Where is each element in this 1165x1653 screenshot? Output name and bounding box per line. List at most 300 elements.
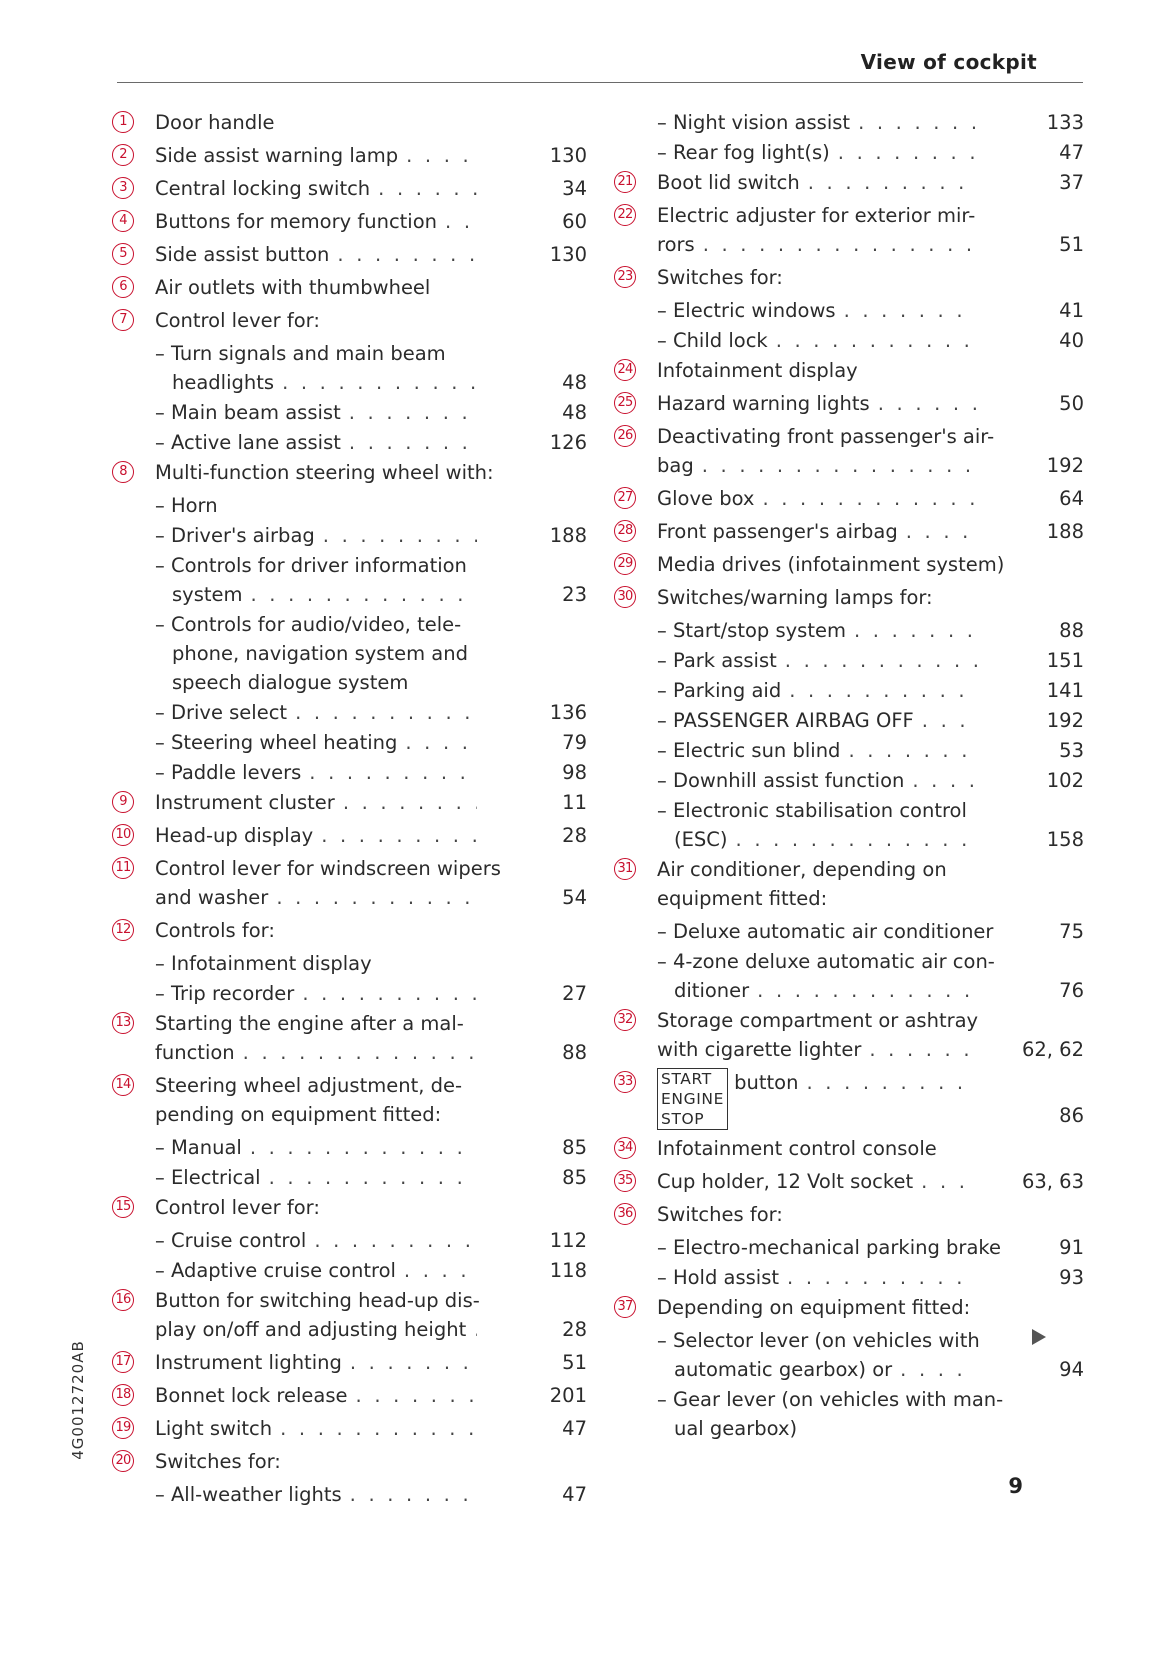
callout-number: 28: [614, 520, 636, 542]
page-reference: 60: [562, 210, 587, 233]
entry-text: – Infotainment display: [172, 949, 372, 978]
entry-line: [657, 583, 977, 612]
dot-leader: [798, 1068, 977, 1130]
entry-text: Boot lid switch: [657, 171, 800, 194]
entry-line: [657, 201, 977, 230]
callout-number: 19: [112, 1417, 134, 1439]
dot-leader: [898, 517, 977, 546]
index-subentry: [112, 551, 587, 610]
index-entry: [112, 174, 587, 207]
page-reference: 28: [562, 824, 587, 847]
entry-line: [172, 979, 477, 1008]
dot-leader: [342, 1348, 477, 1377]
page-reference: 98: [562, 761, 587, 784]
document-code-text: 4G0012720AB: [69, 1340, 87, 1460]
callout-number: 7: [112, 309, 134, 331]
callout-number: 27: [614, 487, 636, 509]
callout-number: 9: [112, 791, 134, 813]
dot-leader: [466, 1315, 477, 1344]
index-subentry: [614, 1263, 1084, 1293]
dot-leader: [913, 1167, 977, 1196]
entry-description: [155, 1480, 477, 1509]
entry-line: [674, 736, 977, 765]
entry-line: [172, 698, 477, 727]
page-reference: 40: [1059, 329, 1084, 352]
entry-text: – Electro-mechanical parking brake: [674, 1233, 1001, 1262]
entry-line: [155, 916, 477, 945]
dot-leader: [396, 1256, 477, 1285]
index-subentry: [614, 1233, 1084, 1263]
entry-text: Media drives (infotainment system): [657, 553, 1005, 576]
entry-text: Button for switching head-up dis-: [155, 1289, 480, 1312]
page-reference: 93: [1059, 1266, 1084, 1289]
entry-text: Control lever for windscreen wipers: [155, 857, 501, 880]
entry-text: system: [172, 583, 243, 606]
entry-description: [155, 758, 477, 787]
page-reference: 158: [1046, 828, 1084, 851]
entry-line: [657, 263, 977, 292]
index-subentry: [112, 521, 587, 551]
index-entry: [614, 168, 1084, 201]
entry-description: [657, 766, 977, 795]
dot-leader: [243, 580, 478, 609]
dot-leader: [348, 1381, 477, 1410]
page-number: 9: [1008, 1474, 1023, 1498]
entry-description: [155, 521, 477, 550]
dot-leader: [846, 616, 977, 645]
callout-number: 29: [614, 553, 636, 575]
entry-line: [172, 339, 477, 368]
callout-number: 21: [614, 171, 636, 193]
entry-text: Air outlets with thumbwheel: [155, 276, 431, 299]
callout-number: 14: [112, 1074, 134, 1096]
index-entry: [614, 583, 1084, 616]
index-subentry: [112, 1163, 587, 1193]
entry-description: [155, 174, 477, 203]
entry-description: [155, 1226, 477, 1255]
entry-text: – All-weather lights: [172, 1480, 342, 1509]
entry-description: [155, 207, 477, 236]
entry-description: [155, 1133, 477, 1162]
page-reference: 85: [562, 1166, 587, 1189]
entry-text: – Paddle levers: [172, 758, 301, 787]
entry-line: [155, 1315, 477, 1344]
entry-line: [674, 796, 977, 825]
entry-description: [657, 583, 977, 612]
callout-number: 5: [112, 243, 134, 265]
page-reference: 28: [562, 1318, 587, 1341]
index-entry: [112, 458, 587, 491]
dot-leader: [892, 1355, 977, 1384]
callout-number: 8: [112, 461, 134, 483]
dot-leader: [870, 389, 977, 418]
dot-leader: [779, 1263, 977, 1292]
entry-description: [155, 1348, 477, 1377]
entry-text: equipment fitted:: [657, 887, 828, 910]
left-column: [112, 108, 587, 1510]
entry-description: [657, 706, 977, 735]
index-subentry: [614, 706, 1084, 736]
entry-description: [155, 821, 477, 850]
entry-text: rors: [657, 233, 695, 256]
entry-description: [155, 273, 477, 302]
entry-line: [674, 326, 977, 355]
page-reference: 54: [562, 886, 587, 909]
dot-leader: [904, 766, 977, 795]
entry-text: – Start/stop system: [674, 616, 846, 645]
entry-line: [674, 646, 977, 675]
index-subentry: [614, 676, 1084, 706]
callout-number: 17: [112, 1351, 134, 1373]
dot-leader: [342, 1480, 477, 1509]
index-entry: [112, 916, 587, 949]
index-entry: [112, 1193, 587, 1226]
index-entry: [112, 854, 587, 916]
index-subentry: [614, 1326, 1084, 1385]
page-reference: 64: [1059, 487, 1084, 510]
index-entry: [112, 108, 587, 141]
entry-line: [172, 610, 477, 639]
entry-line: [657, 389, 977, 418]
dot-leader: [272, 1414, 477, 1443]
index-subentry: [614, 646, 1084, 676]
entry-text: – Electric sun blind: [674, 736, 840, 765]
index-subentry: [112, 728, 587, 758]
entry-description: [657, 1006, 977, 1064]
entry-line: [155, 1100, 477, 1129]
page-reference: 192: [1046, 454, 1084, 477]
entry-line: [674, 1355, 977, 1384]
index-entry: [614, 201, 1084, 263]
entry-text: Deactivating front passenger's air-: [657, 425, 995, 448]
entry-line: [155, 240, 477, 269]
dot-leader: [261, 1163, 477, 1192]
entry-line: [657, 1035, 977, 1064]
entry-text: – Cruise control: [172, 1226, 306, 1255]
entry-text: bag: [657, 454, 694, 477]
index-subentry: [112, 1226, 587, 1256]
entry-line: [657, 517, 977, 546]
index-subentry: [112, 1256, 587, 1286]
dot-leader: [294, 979, 477, 1008]
entry-line: [172, 368, 477, 397]
page-reference: 51: [562, 1351, 587, 1374]
index-entry: [112, 1414, 587, 1447]
dot-leader: [268, 883, 477, 912]
entry-description: [657, 389, 977, 418]
dot-leader: [274, 368, 477, 397]
entry-description: [657, 517, 977, 546]
entry-text: Controls for:: [155, 919, 275, 942]
page-reference: 136: [549, 701, 587, 724]
page-title: View of cockpit: [860, 50, 1037, 74]
index-entry: [112, 821, 587, 854]
entry-description: [657, 1068, 977, 1130]
entry-description: [657, 616, 977, 645]
dot-leader: [694, 451, 977, 480]
index-entry: [614, 550, 1084, 583]
entry-description: [155, 1256, 477, 1285]
entry-description: [155, 698, 477, 727]
index-entry: [614, 422, 1084, 484]
entry-description: [155, 1381, 477, 1410]
index-entry: [614, 855, 1084, 917]
entry-line: [657, 884, 977, 913]
entry-text: function: [155, 1041, 235, 1064]
entry-line: [155, 141, 477, 170]
entry-description: [155, 1414, 477, 1443]
entry-text: play on/off and adjusting height: [155, 1318, 467, 1341]
entry-description: [657, 1263, 977, 1292]
document-code: [66, 1340, 90, 1460]
index-entry: [112, 1071, 587, 1133]
entry-text: Starting the engine after a mal-: [155, 1012, 464, 1035]
page-reference: 126: [549, 431, 587, 454]
page-reference: 130: [549, 144, 587, 167]
callout-number: 10: [112, 824, 134, 846]
entry-line: [657, 1167, 977, 1196]
entry-text: – Rear fog light(s): [674, 138, 830, 167]
callout-number: 6: [112, 276, 134, 298]
index-entry: [112, 207, 587, 240]
index-subentry: [112, 339, 587, 398]
entry-line: [155, 458, 494, 487]
entry-text: (ESC): [674, 828, 728, 851]
entry-line: [674, 976, 977, 1005]
entry-line: [172, 668, 477, 697]
entry-text: Switches for:: [155, 1450, 281, 1473]
entry-line: [674, 296, 977, 325]
entry-description: [155, 979, 477, 1008]
entry-line: [657, 168, 977, 197]
entry-description: [657, 356, 977, 385]
entry-description: [155, 1193, 477, 1222]
entry-text: – Downhill assist function: [674, 766, 904, 795]
index-subentry: [614, 736, 1084, 766]
entry-text: – Electronic stabilisation control: [674, 796, 967, 825]
entry-description: [155, 1447, 477, 1476]
callout-number: 20: [112, 1450, 134, 1472]
entry-text: pending on equipment fitted:: [155, 1103, 442, 1126]
entry-description: [155, 306, 477, 335]
entry-text: Central locking switch: [155, 177, 371, 200]
entry-line: [172, 728, 477, 757]
page-reference: 51: [1059, 233, 1084, 256]
callout-number: 1: [112, 111, 134, 133]
index-subentry: [614, 138, 1084, 168]
entry-description: [657, 1200, 977, 1229]
index-subentry: [614, 616, 1084, 646]
entry-text: – Child lock: [674, 326, 768, 355]
entry-description: [155, 458, 494, 487]
callout-number: 26: [614, 425, 636, 447]
entry-line: [155, 1447, 477, 1476]
dot-leader: [749, 976, 977, 1005]
entry-text: Infotainment control console: [657, 1137, 937, 1160]
entry-description: [657, 646, 977, 675]
entry-text: – Active lane assist: [172, 428, 341, 457]
entry-line: [155, 1381, 477, 1410]
page-reference: 47: [562, 1483, 587, 1506]
entry-description: [155, 949, 477, 978]
dot-leader: [235, 1038, 477, 1067]
callout-number: 34: [614, 1137, 636, 1159]
entry-text: Electric adjuster for exterior mir-: [657, 204, 976, 227]
entry-line: [155, 1009, 477, 1038]
entry-line: [674, 766, 977, 795]
entry-line: [172, 491, 477, 520]
entry-line: [674, 616, 977, 645]
callout-number: 25: [614, 392, 636, 414]
entry-description: [657, 168, 977, 197]
entry-description: [657, 1326, 980, 1384]
entry-text: button: [734, 1071, 799, 1094]
entry-text: Switches/warning lamps for:: [657, 586, 933, 609]
dot-leader: [341, 428, 477, 457]
index-subentry: [112, 398, 587, 428]
entry-line: [172, 1226, 477, 1255]
page-reference: 94: [1059, 1358, 1084, 1381]
entry-line: [657, 422, 995, 451]
dot-leader: [768, 326, 977, 355]
index-subentry: [112, 949, 587, 979]
entry-text: – Electrical: [172, 1163, 261, 1192]
entry-line: [657, 1134, 977, 1163]
entry-text: and washer: [155, 886, 269, 909]
callout-number: 37: [614, 1296, 636, 1318]
dot-leader: [914, 706, 977, 735]
entry-text: – 4-zone deluxe automatic air con-: [674, 947, 995, 976]
index-entry: [112, 1348, 587, 1381]
entry-description: [657, 1134, 977, 1163]
entry-text: Switches for:: [657, 1203, 783, 1226]
page-reference: 118: [549, 1259, 587, 1282]
entry-line: [172, 639, 477, 668]
header-divider: [117, 82, 1083, 83]
dot-leader: [329, 240, 477, 269]
triangle-right-icon: [1032, 1329, 1046, 1345]
callout-number: 3: [112, 177, 134, 199]
entry-line: [155, 788, 477, 817]
entry-description: [657, 796, 977, 854]
entry-text: Bonnet lock release: [155, 1384, 348, 1407]
page-reference: 188: [1046, 520, 1084, 543]
dot-leader: [313, 821, 477, 850]
page-reference: 63, 63: [1021, 1170, 1084, 1193]
entry-text: – Main beam assist: [172, 398, 341, 427]
entry-line: [657, 1200, 977, 1229]
index-subentry: [614, 917, 1084, 947]
entry-description: [657, 1293, 977, 1322]
index-subentry: [614, 766, 1084, 796]
entry-text: – Controls for driver information: [172, 551, 467, 580]
dot-leader: [993, 917, 1001, 946]
index-subentry: [112, 610, 587, 698]
entry-text: Glove box: [657, 487, 755, 510]
entry-text: – Deluxe automatic air conditioner: [674, 917, 993, 946]
page-reference: 41: [1059, 299, 1084, 322]
dot-leader: [836, 296, 977, 325]
index-entry: [614, 1068, 1084, 1134]
entry-description: [155, 491, 477, 520]
entry-text: – Adaptive cruise control: [172, 1256, 396, 1285]
entry-text: Storage compartment or ashtray: [657, 1009, 979, 1032]
index-subentry: [614, 326, 1084, 356]
index-subentry: [614, 1385, 1084, 1444]
entry-line: [172, 1256, 477, 1285]
index-subentry: [112, 428, 587, 458]
page-reference: 85: [562, 1136, 587, 1159]
entry-description: [155, 854, 501, 912]
entry-text: Instrument lighting: [155, 1351, 342, 1374]
entry-line: [155, 273, 477, 302]
entry-text: Depending on equipment fitted:: [657, 1296, 971, 1319]
entry-text: ual gearbox): [674, 1417, 798, 1440]
callout-number: 32: [614, 1009, 636, 1031]
index-entry: [112, 1286, 587, 1348]
dot-leader: [861, 1035, 977, 1064]
index-entry: [112, 306, 587, 339]
entry-description: [155, 108, 477, 137]
entry-line: [172, 949, 477, 978]
entry-description: [155, 788, 477, 817]
index-subentry: [614, 947, 1084, 1006]
entry-line: [155, 1038, 477, 1067]
index-entry: [614, 1200, 1084, 1233]
entry-description: [657, 736, 977, 765]
entry-description: [657, 947, 995, 1005]
entry-line: [172, 1480, 477, 1509]
entry-description: [657, 1167, 977, 1196]
entry-line: [155, 1071, 477, 1100]
entry-text: Infotainment display: [657, 359, 858, 382]
entry-line: [155, 1286, 480, 1315]
entry-description: [657, 550, 1005, 579]
entry-text: – Selector lever (on vehicles with: [674, 1326, 980, 1355]
right-column: [614, 108, 1084, 1444]
entry-text: – Park assist: [674, 646, 777, 675]
entry-description: [155, 428, 477, 457]
dot-leader: [341, 398, 477, 427]
entry-line: [674, 108, 977, 137]
page-reference: 86: [1059, 1104, 1084, 1127]
entry-line: [657, 230, 977, 259]
entry-text: headlights: [172, 371, 275, 394]
callout-number: 31: [614, 858, 636, 880]
entry-text: with cigarette lighter: [657, 1038, 862, 1061]
index-entry: [112, 141, 587, 174]
entry-line: [172, 551, 477, 580]
dot-leader: [335, 788, 477, 817]
entry-description: [657, 263, 977, 292]
entry-description: [155, 1286, 480, 1344]
page-reference: 130: [549, 243, 587, 266]
dot-leader: [398, 141, 477, 170]
callout-number: 16: [112, 1289, 134, 1311]
page-reference: 88: [1059, 619, 1084, 642]
entry-line: [172, 398, 477, 427]
callout-number: 18: [112, 1384, 134, 1406]
entry-text: – Turn signals and main beam: [172, 339, 446, 368]
page-reference: 48: [562, 371, 587, 394]
entry-description: [155, 339, 477, 397]
page-reference: 201: [549, 1384, 587, 1407]
page-reference: 141: [1046, 679, 1084, 702]
entry-text: automatic gearbox) or: [674, 1358, 893, 1381]
entry-line: [657, 550, 1005, 579]
entry-line: [172, 1133, 477, 1162]
entry-text: Buttons for memory function: [155, 210, 438, 233]
